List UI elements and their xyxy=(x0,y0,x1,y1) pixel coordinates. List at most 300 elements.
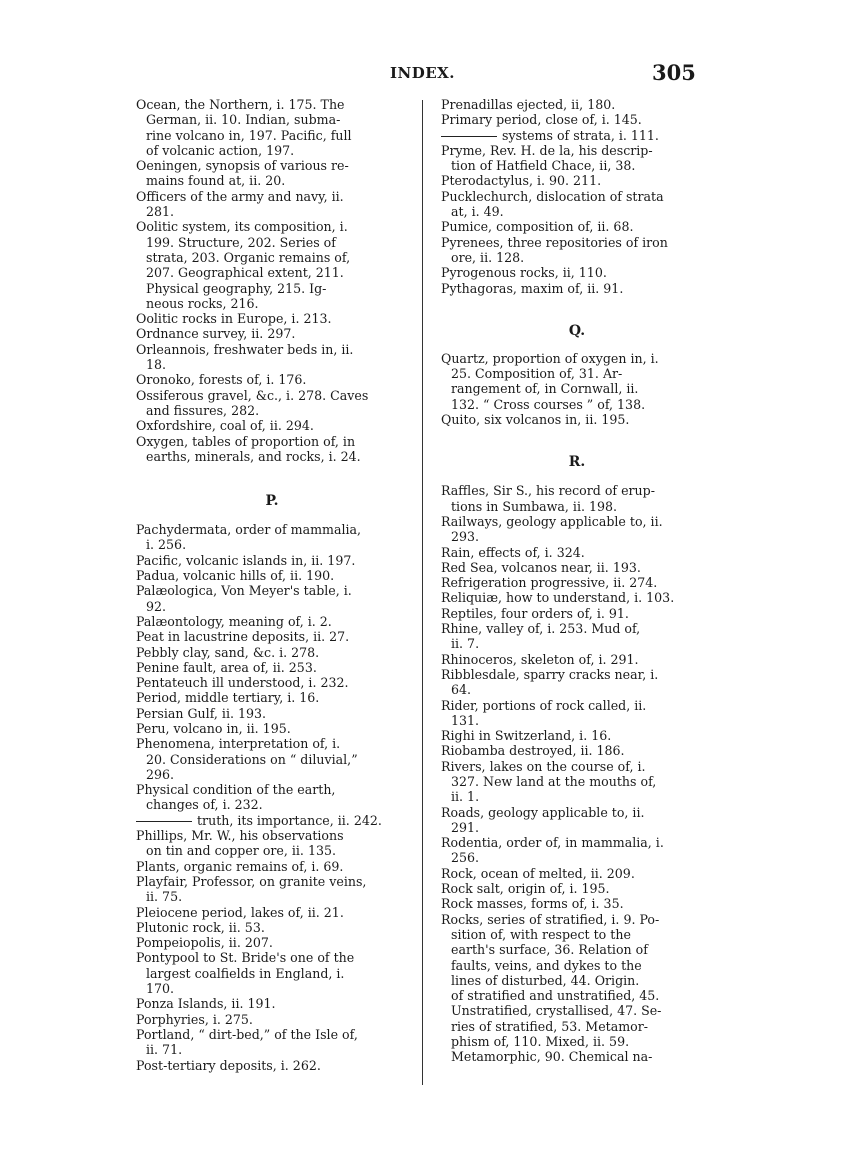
index-entry xyxy=(441,912,713,1065)
entry-text: ii. 1. xyxy=(451,789,480,805)
entry-text: Ribblesdale, sparry cracks near, i. xyxy=(441,666,659,682)
index-entry xyxy=(441,189,713,220)
index-entry xyxy=(136,434,408,465)
entry-heading-line xyxy=(441,621,713,636)
index-entry xyxy=(136,996,408,1011)
entry-continuation-line xyxy=(441,1003,713,1018)
entry-continuation-line xyxy=(441,942,713,957)
left-column xyxy=(136,97,408,1073)
entry-heading-line xyxy=(441,560,713,575)
entry-continuation-line xyxy=(136,797,408,812)
entry-text: Pterodactylus, i. 90. 211. xyxy=(441,173,602,189)
entry-heading-line xyxy=(136,706,408,721)
entry-continuation-line xyxy=(136,599,408,614)
p-entries-continued xyxy=(441,97,713,296)
entry-text: 170. xyxy=(146,981,175,997)
entry-heading-line xyxy=(441,265,713,280)
running-head xyxy=(0,62,850,86)
entry-text: sition of, with respect to the xyxy=(451,926,631,942)
entry-continuation-line xyxy=(136,357,408,372)
index-entry xyxy=(136,326,408,341)
entry-continuation-line xyxy=(441,366,713,381)
index-entry xyxy=(441,235,713,266)
entry-continuation-line xyxy=(441,958,713,973)
entry-text: German, ii. 10. Indian, subma- xyxy=(146,112,341,128)
entry-heading-line xyxy=(136,629,408,644)
entry-heading-line xyxy=(441,912,713,927)
entry-text: Peru, volcano in, ii. 195. xyxy=(136,720,291,736)
entry-text: Period, middle tertiary, i. 16. xyxy=(136,690,320,706)
index-entry xyxy=(441,728,713,743)
entry-continuation-line xyxy=(136,173,408,188)
entry-text: Pachydermata, order of mammalia, xyxy=(136,522,362,538)
entry-text: 132. “ Cross courses ” of, 138. xyxy=(451,396,646,412)
entry-text: Pumice, composition of, ii. 68. xyxy=(441,219,634,235)
index-entry xyxy=(441,881,713,896)
entry-heading-line xyxy=(441,189,713,204)
index-entry xyxy=(136,660,408,675)
index-entry xyxy=(136,690,408,705)
index-entry xyxy=(136,1012,408,1027)
entry-heading-line xyxy=(441,351,713,366)
entry-text: Quartz, proportion of oxygen in, i. xyxy=(441,350,659,366)
index-entry xyxy=(136,388,408,419)
entry-heading-line xyxy=(441,698,713,713)
entry-continuation-line xyxy=(136,767,408,782)
entry-heading-line xyxy=(441,728,713,743)
index-entry xyxy=(441,128,713,143)
entry-text: Ocean, the Northern, i. 175. The xyxy=(136,97,345,112)
entry-text: rine volcano in, 197. Pacific, full xyxy=(146,127,352,143)
entry-continuation-line xyxy=(441,499,713,514)
entry-heading-line xyxy=(441,412,713,427)
index-entry xyxy=(136,721,408,736)
entry-text: Pyrogenous rocks, ii, 110. xyxy=(441,265,607,281)
entry-text: earth's surface, 36. Relation of xyxy=(451,942,648,958)
entry-text: Pebbly clay, sand, &c. i. 278. xyxy=(136,644,320,660)
entry-heading-line xyxy=(136,859,408,874)
entry-continuation-line xyxy=(441,1034,713,1049)
entry-text: Officers of the army and navy, ii. xyxy=(136,188,344,204)
entry-heading-line xyxy=(441,483,713,498)
entry-heading-line xyxy=(136,434,408,449)
entry-text: Reptiles, four orders of, i. 91. xyxy=(441,605,629,621)
entry-text: Ossiferous gravel, &c., i. 278. Caves xyxy=(136,387,369,403)
entry-heading-line xyxy=(136,158,408,173)
entry-continuation-line xyxy=(441,381,713,396)
entry-text: 18. xyxy=(146,357,167,373)
index-entry xyxy=(136,706,408,721)
entry-text: phism of, 110. Mixed, ii. 59. xyxy=(451,1034,630,1050)
entry-continuation-line xyxy=(136,296,408,311)
entry-text: Oeningen, synopsis of various re- xyxy=(136,158,349,174)
index-entry xyxy=(441,545,713,560)
entry-heading-line xyxy=(136,905,408,920)
entry-text: strata, 203. Organic remains of, xyxy=(146,249,351,265)
right-column xyxy=(441,97,713,1065)
entry-text: Rock salt, origin of, i. 195. xyxy=(441,881,610,897)
index-entry xyxy=(441,590,713,605)
entry-text: ore, ii. 128. xyxy=(451,249,525,265)
entry-text: Persian Gulf, ii. 193. xyxy=(136,705,267,721)
entry-text: i. 256. xyxy=(146,537,187,553)
entry-text: Ordnance survey, ii. 297. xyxy=(136,326,296,342)
index-entry xyxy=(136,189,408,220)
entry-text: 291. xyxy=(451,819,480,835)
index-entry xyxy=(441,173,713,188)
entry-text: 20. Considerations on “ diluvial,” xyxy=(146,751,358,767)
entry-continuation-line xyxy=(136,537,408,552)
entry-continuation-line xyxy=(136,112,408,127)
r-entries xyxy=(441,483,713,1064)
index-entry xyxy=(441,219,713,234)
entry-text: Plutonic rock, ii. 53. xyxy=(136,919,265,935)
entry-continuation-line xyxy=(441,789,713,804)
entry-text: and fissures, 282. xyxy=(146,402,260,418)
entry-text: at, i. 49. xyxy=(451,204,504,220)
entry-text: largest coalfields in England, i. xyxy=(146,965,345,981)
entry-text: Oxygen, tables of proportion of, in xyxy=(136,433,356,449)
entry-heading-line xyxy=(136,645,408,660)
entry-heading-line xyxy=(441,759,713,774)
entry-text: of volcanic action, 197. xyxy=(146,142,295,158)
index-entry xyxy=(136,342,408,373)
entry-heading-line xyxy=(136,311,408,326)
entry-heading-line xyxy=(441,896,713,911)
entry-text: Orleannois, freshwater beds in, ii. xyxy=(136,341,354,357)
entry-heading-line xyxy=(136,568,408,583)
index-entry xyxy=(136,645,408,660)
entry-text: ii. 75. xyxy=(146,889,183,905)
entry-heading-line xyxy=(136,1012,408,1027)
index-entry xyxy=(441,621,713,652)
index-entry xyxy=(441,265,713,280)
index-entry xyxy=(441,575,713,590)
index-entry xyxy=(136,1058,408,1073)
entry-heading-line xyxy=(136,950,408,965)
entry-heading-line xyxy=(136,721,408,736)
entry-heading-line xyxy=(136,1027,408,1042)
entry-text: Righi in Switzerland, i. 16. xyxy=(441,728,612,744)
entry-text: Pryme, Rev. H. de la, his descrip- xyxy=(441,142,653,158)
entry-heading-line xyxy=(136,675,408,690)
entry-continuation-line xyxy=(441,1019,713,1034)
index-entry xyxy=(136,1027,408,1058)
entry-heading-line xyxy=(441,652,713,667)
entry-text: Palæontology, meaning of, i. 2. xyxy=(136,613,332,629)
entry-text: 25. Composition of, 31. Ar- xyxy=(451,366,623,382)
index-entry xyxy=(441,112,713,127)
entry-text: Rock, ocean of melted, ii. 209. xyxy=(441,865,635,881)
entry-text: Penine fault, area of, ii. 253. xyxy=(136,659,317,675)
entry-heading-line xyxy=(136,996,408,1011)
index-entry xyxy=(136,219,408,311)
entry-continuation-line xyxy=(441,397,713,412)
entry-continuation-line xyxy=(441,973,713,988)
entry-continuation-line xyxy=(136,281,408,296)
entry-text: faults, veins, and dykes to the xyxy=(451,957,642,973)
index-entry xyxy=(136,920,408,935)
entry-continuation-line xyxy=(136,265,408,280)
p-entries xyxy=(136,522,408,1073)
entry-continuation-line xyxy=(441,529,713,544)
entry-heading-line xyxy=(136,935,408,950)
entry-text: Railways, geology applicable to, ii. xyxy=(441,513,663,529)
entry-heading-line xyxy=(136,418,408,433)
entry-heading-line xyxy=(136,553,408,568)
entry-text: 256. xyxy=(451,850,480,866)
entry-heading-line xyxy=(441,173,713,188)
entry-text: Pentateuch ill understood, i. 232. xyxy=(136,675,349,691)
entry-text: Pacific, volcanic islands in, ii. 197. xyxy=(136,552,356,568)
entry-text: 199. Structure, 202. Series of xyxy=(146,234,336,250)
index-entry xyxy=(441,351,713,412)
index-entry xyxy=(136,522,408,553)
entry-heading-line xyxy=(441,128,713,143)
index-entry xyxy=(136,158,408,189)
entry-text: 293. xyxy=(451,529,480,545)
entry-heading-line xyxy=(441,881,713,896)
entry-text: Oolitic rocks in Europe, i. 213. xyxy=(136,311,332,327)
entry-heading-line xyxy=(136,97,408,112)
entry-text: Rocks, series of stratified, i. 9. Po- xyxy=(441,911,660,927)
entry-heading-line xyxy=(441,743,713,758)
entry-continuation-line xyxy=(441,927,713,942)
index-entry xyxy=(441,560,713,575)
index-entry xyxy=(136,583,408,614)
index-entry xyxy=(441,698,713,729)
index-entry xyxy=(136,935,408,950)
entry-heading-line xyxy=(441,667,713,682)
index-entry xyxy=(136,418,408,433)
index-entry xyxy=(441,652,713,667)
entry-text: systems of strata, i. 111. xyxy=(502,127,659,143)
entry-continuation-line xyxy=(136,889,408,904)
entry-continuation-line xyxy=(136,1042,408,1057)
entry-text: mains found at, ii. 20. xyxy=(146,173,286,189)
entry-text: Metamorphic, 90. Chemical na- xyxy=(451,1049,653,1065)
entry-continuation-line xyxy=(136,204,408,219)
index-entry xyxy=(441,483,713,514)
page-number: 305 xyxy=(652,60,696,85)
entry-heading-line xyxy=(136,372,408,387)
index-entry xyxy=(441,743,713,758)
entry-text: 281. xyxy=(146,204,175,220)
entry-continuation-line xyxy=(136,250,408,265)
index-entry xyxy=(441,667,713,698)
entry-text: rangement of, in Cornwall, ii. xyxy=(451,381,639,397)
entry-heading-line xyxy=(441,805,713,820)
entry-heading-line xyxy=(136,690,408,705)
entry-text: Oronoko, forests of, i. 176. xyxy=(136,372,307,388)
entry-text: 131. xyxy=(451,712,480,728)
entry-continuation-line xyxy=(441,204,713,219)
q-entries xyxy=(441,351,713,427)
entry-heading-line xyxy=(136,189,408,204)
entry-text: Pontypool to St. Bride's one of the xyxy=(136,950,355,966)
entry-text: Pleiocene period, lakes of, ii. 21. xyxy=(136,904,344,920)
entry-text: 92. xyxy=(146,598,167,614)
entry-text: Palæologica, Von Meyer's table, i. xyxy=(136,583,352,599)
entry-text: changes of, i. 232. xyxy=(146,797,263,813)
entry-text: Rhinoceros, skeleton of, i. 291. xyxy=(441,651,639,667)
ditto-rule xyxy=(136,821,192,822)
entry-text: Quito, six volcanos in, ii. 195. xyxy=(441,412,630,428)
entry-heading-line xyxy=(136,219,408,234)
entry-text: 207. Geographical extent, 211. xyxy=(146,265,344,281)
entry-heading-line xyxy=(136,782,408,797)
entry-continuation-line xyxy=(441,774,713,789)
entry-continuation-line xyxy=(136,235,408,250)
entry-text: Pythagoras, maxim of, ii. 91. xyxy=(441,280,624,296)
entry-heading-line xyxy=(441,112,713,127)
index-entry xyxy=(136,311,408,326)
entry-text: Primary period, close of, i. 145. xyxy=(441,112,642,128)
entry-text: Rain, effects of, i. 324. xyxy=(441,544,585,560)
entry-continuation-line xyxy=(136,128,408,143)
index-entry xyxy=(136,372,408,387)
column-divider xyxy=(422,100,423,1085)
index-entry xyxy=(136,97,408,158)
entry-continuation-line xyxy=(136,966,408,981)
entry-text: ries of stratified, 53. Metamor- xyxy=(451,1018,649,1034)
index-entry xyxy=(136,736,408,782)
entry-text: Rodentia, order of, in mammalia, i. xyxy=(441,835,664,851)
index-entry xyxy=(136,874,408,905)
entry-continuation-line xyxy=(136,449,408,464)
index-entry xyxy=(441,835,713,866)
entry-text: Prenadillas ejected, ii, 180. xyxy=(441,97,616,112)
index-entry xyxy=(136,905,408,920)
entry-continuation-line xyxy=(441,1049,713,1064)
entry-text: Rhine, valley of, i. 253. Mud of, xyxy=(441,621,641,637)
entry-text: of stratified and unstratified, 45. xyxy=(451,988,660,1004)
index-entry xyxy=(441,143,713,174)
entry-text: on tin and copper ore, ii. 135. xyxy=(146,843,336,859)
entry-text: Raffles, Sir S., his record of erup- xyxy=(441,483,655,499)
section-heading-q: Q. xyxy=(568,322,586,339)
entry-heading-line xyxy=(136,342,408,357)
entry-text: Rock masses, forms of, i. 35. xyxy=(441,896,624,912)
entry-text: Physical geography, 215. Ig- xyxy=(146,280,327,296)
entry-text: 327. New land at the mouths of, xyxy=(451,773,657,789)
entry-heading-line xyxy=(441,143,713,158)
entry-heading-line xyxy=(136,522,408,537)
entry-continuation-line xyxy=(136,843,408,858)
entry-text: Portland, “ dirt-bed,” of the Isle of, xyxy=(136,1026,358,1042)
entry-text: tion of Hatfield Chace, ii, 38. xyxy=(451,158,636,174)
entry-heading-line xyxy=(136,1058,408,1073)
entry-heading-line xyxy=(136,828,408,843)
index-entry xyxy=(136,950,408,996)
o-entries xyxy=(136,97,408,464)
entry-text: tions in Sumbawa, ii. 198. xyxy=(451,498,618,514)
entry-text: 296. xyxy=(146,766,175,782)
entry-text: Ponza Islands, ii. 191. xyxy=(136,996,276,1012)
entry-heading-line xyxy=(136,326,408,341)
index-entry xyxy=(136,782,408,813)
entry-text: Pompeiopolis, ii. 207. xyxy=(136,935,273,951)
entry-continuation-line xyxy=(441,713,713,728)
entry-text: truth, its importance, ii. 242. xyxy=(197,812,382,828)
index-entry xyxy=(136,813,408,828)
entry-heading-line xyxy=(441,97,713,112)
entry-text: Riobamba destroyed, ii. 186. xyxy=(441,743,625,759)
entry-text: Oxfordshire, coal of, ii. 294. xyxy=(136,418,314,434)
entry-continuation-line xyxy=(136,752,408,767)
entry-heading-line xyxy=(441,590,713,605)
entry-heading-line xyxy=(441,219,713,234)
entry-continuation-line xyxy=(441,850,713,865)
entry-text: ii. 7. xyxy=(451,636,480,652)
entry-text: lines of disturbed, 44. Origin. xyxy=(451,972,640,988)
entry-continuation-line xyxy=(441,250,713,265)
entry-continuation-line xyxy=(136,143,408,158)
entry-heading-line xyxy=(441,514,713,529)
entry-text: Peat in lacustrine deposits, ii. 27. xyxy=(136,629,350,645)
ditto-rule xyxy=(441,136,497,137)
entry-text: Phenomena, interpretation of, i. xyxy=(136,736,341,752)
entry-heading-line xyxy=(441,545,713,560)
entry-heading-line xyxy=(136,874,408,889)
entry-heading-line xyxy=(136,388,408,403)
entry-continuation-line xyxy=(136,981,408,996)
entry-heading-line xyxy=(136,614,408,629)
index-entry xyxy=(441,606,713,621)
entry-text: 64. xyxy=(451,682,472,698)
entry-text: earths, minerals, and rocks, i. 24. xyxy=(146,448,361,464)
entry-continuation-line xyxy=(441,682,713,697)
entry-text: Reliquiæ, how to understand, i. 103. xyxy=(441,590,675,606)
entry-heading-line xyxy=(441,235,713,250)
entry-text: Pucklechurch, dislocation of strata xyxy=(441,188,664,204)
entry-continuation-line xyxy=(441,636,713,651)
index-entry xyxy=(441,412,713,427)
index-entry xyxy=(136,828,408,859)
entry-text: Unstratified, crystallised, 47. Se- xyxy=(451,1003,662,1019)
entry-heading-line xyxy=(441,281,713,296)
entry-text: Refrigeration progressive, ii. 274. xyxy=(441,575,658,591)
index-entry xyxy=(136,629,408,644)
entry-text: Padua, volcanic hills of, ii. 190. xyxy=(136,568,335,584)
section-heading-r: R. xyxy=(568,454,586,471)
index-entry xyxy=(441,896,713,911)
entry-text: Physical condition of the earth, xyxy=(136,782,336,798)
entry-heading-line xyxy=(136,583,408,598)
index-entry xyxy=(441,759,713,805)
entry-text: Rivers, lakes on the course of, i. xyxy=(441,758,646,774)
entry-text: Post-tertiary deposits, i. 262. xyxy=(136,1057,321,1073)
page-title: INDEX. xyxy=(390,64,456,82)
index-entry xyxy=(136,859,408,874)
entry-text: Phillips, Mr. W., his observations xyxy=(136,828,344,844)
entry-text: Plants, organic remains of, i. 69. xyxy=(136,858,344,874)
entry-continuation-line xyxy=(441,988,713,1003)
entry-heading-line xyxy=(441,866,713,881)
entry-heading-line xyxy=(136,813,408,828)
entry-continuation-line xyxy=(441,158,713,173)
entry-text: Rider, portions of rock called, ii. xyxy=(441,697,647,713)
index-entry xyxy=(441,866,713,881)
entry-heading-line xyxy=(441,835,713,850)
entry-text: neous rocks, 216. xyxy=(146,295,259,311)
index-entry xyxy=(136,568,408,583)
entry-text: Pyrenees, three repositories of iron xyxy=(441,234,668,250)
entry-heading-line xyxy=(136,736,408,751)
index-entry xyxy=(136,614,408,629)
index-entry xyxy=(441,281,713,296)
index-entry xyxy=(441,97,713,112)
